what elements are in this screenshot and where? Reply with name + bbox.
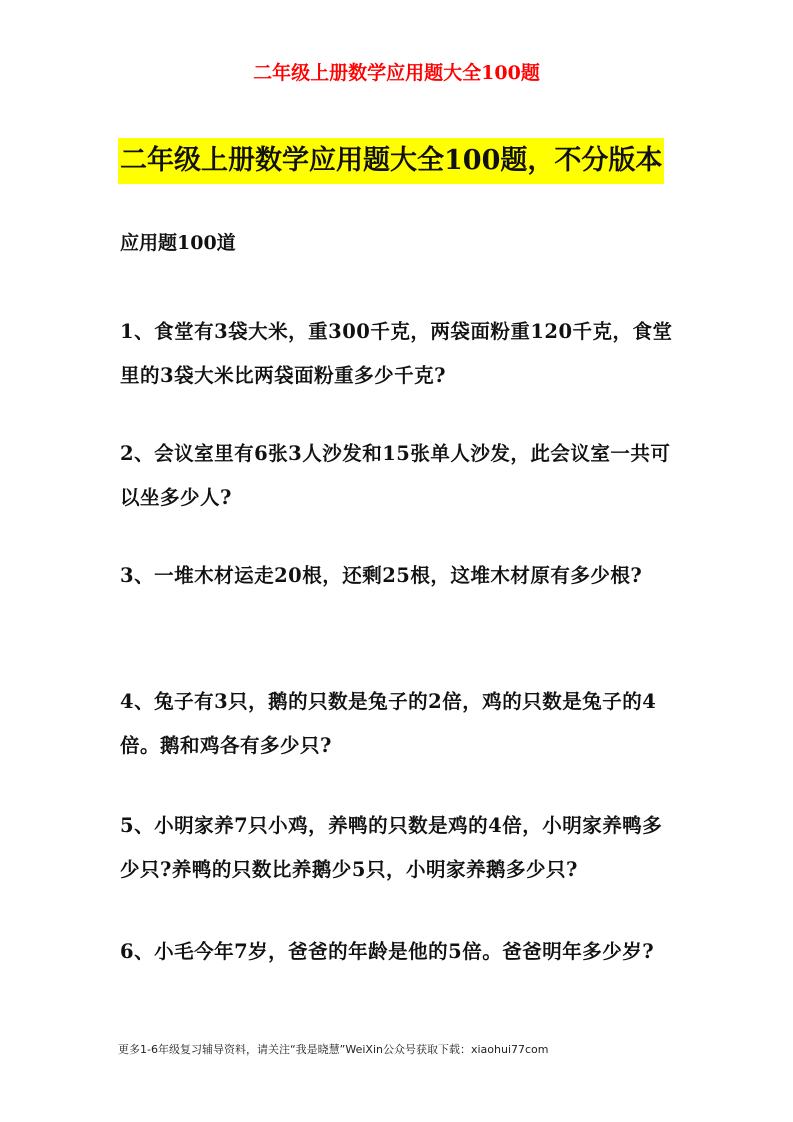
document-header-title: 二年级上册数学应用题大全100题 xyxy=(253,62,540,84)
question-4: 4、兔子有3只，鹅的只数是兔子的2倍，鸡的只数是兔子的4倍。鹅和鸡各有多少只? xyxy=(120,690,657,757)
question-1: 1、食堂有3袋大米，重300千克，两袋面粉重120千克，食堂里的3袋大米比两袋面粉重多少千克? xyxy=(120,320,673,387)
main-title-highlighted: 二年级上册数学应用题大全100题，不分版本 xyxy=(118,138,664,184)
section-subtitle: 应用题100道 xyxy=(120,232,236,254)
page-footer-note: 更多1-6年级复习辅导资料，请关注“我是晓慧”WeiXin公众号获取下载：xiaohui77com xyxy=(118,1043,549,1056)
question-5: 5、小明家养7只小鸡，养鸭的只数是鸡的4倍，小明家养鸭多少只?养鸭的只数比养鹅少5只，小明家养鹅多少只? xyxy=(120,814,663,881)
question-3: 3、一堆木材运走20根，还剩25根，这堆木材原有多少根? xyxy=(120,564,643,587)
question-6: 6、小毛今年7岁，爸爸的年龄是他的5倍。爸爸明年多少岁? xyxy=(120,940,655,963)
question-2: 2、会议室里有6张3人沙发和15张单人沙发，此会议室一共可以坐多少人? xyxy=(120,442,671,509)
